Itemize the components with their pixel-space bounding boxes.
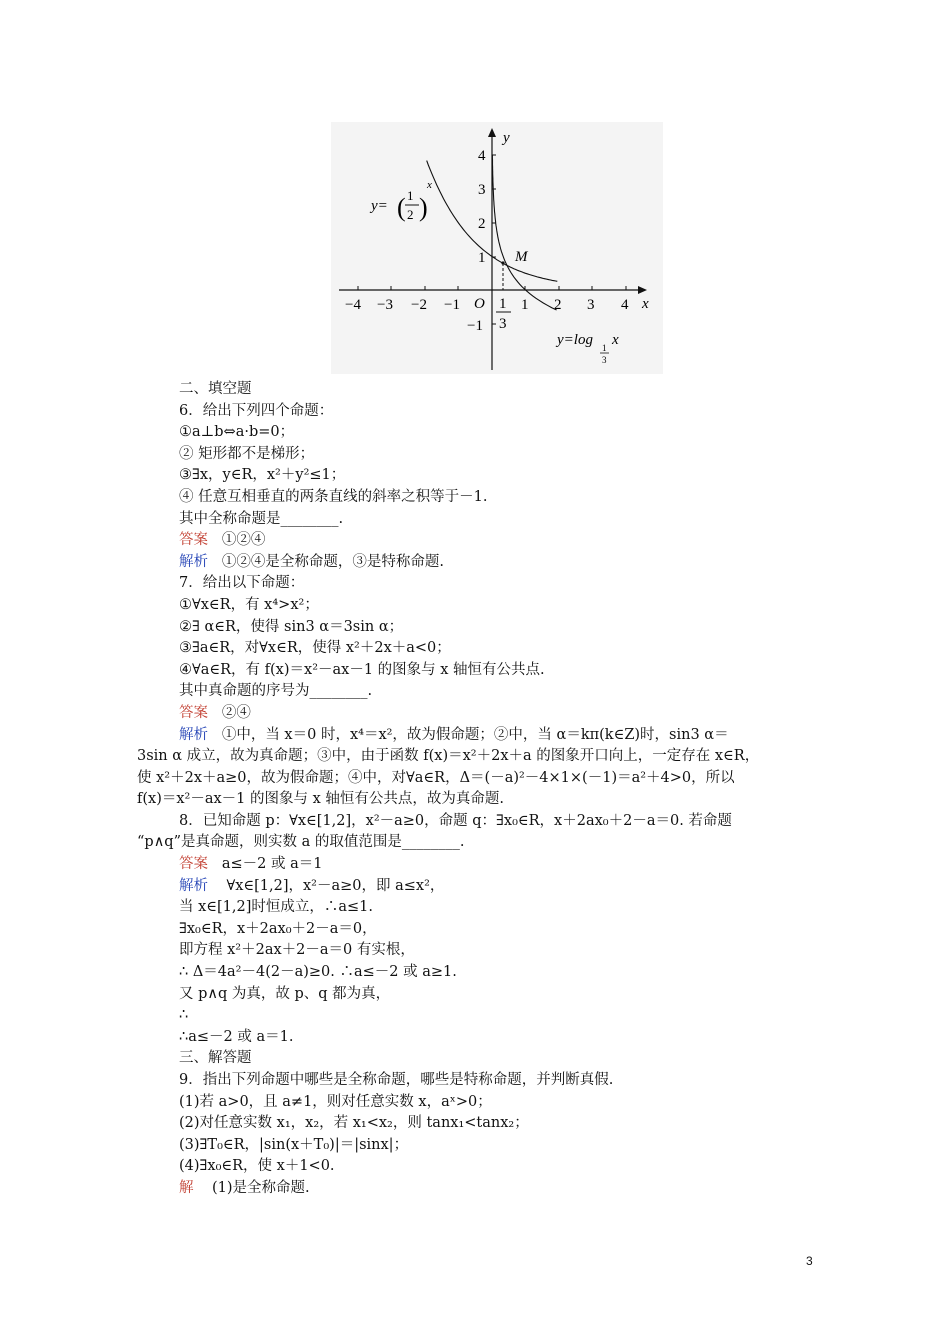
question-item: ①a⊥b⇔a·b=0； xyxy=(179,424,295,441)
y-tick-label: 1 xyxy=(478,250,486,266)
analysis-line: 当 x∈[1,2]时恒成立，∴a≤1. xyxy=(179,899,374,916)
x-tick-label: −2 xyxy=(411,297,427,313)
answer-tag: 答案 xyxy=(179,532,208,549)
answer-text: a≤－2 或 a＝1 xyxy=(221,856,323,873)
question-stem: 7．给出以下命题： xyxy=(179,575,305,592)
question-ask: 其中真命题的序号为________. xyxy=(179,683,373,700)
question-item: ② 矩形都不是梯形； xyxy=(179,445,315,462)
analysis-tag: 解析 xyxy=(179,877,208,894)
analysis-text: ①中，当 x＝0 时，x⁴＝x²，故为假命题；②中，当 α＝kπ(k∈Z)时，sin3 α＝ xyxy=(221,726,729,743)
y-tick-label: 4 xyxy=(478,148,486,164)
question-stem: 6．给出下列四个命题： xyxy=(179,402,334,419)
curve1-exponent: x xyxy=(427,179,432,191)
curve2-variable: x xyxy=(612,332,619,348)
analysis-continuation: 使 x²＋2x＋a≥0，故为假命题；④中，对∀a∈R，Δ＝(－a)²－4×1×(－1)＝a²＋4>0，所以 xyxy=(137,769,735,786)
question-item: ③∃a∈R，对∀x∈R，使得 x²＋2x＋a<0； xyxy=(179,640,451,657)
answer-text: ①②④ xyxy=(221,532,266,549)
curve1-left-paren: ( xyxy=(397,193,406,222)
x-axis-label: x xyxy=(642,296,649,312)
intersection-point-M xyxy=(501,261,504,264)
question-item: ④∀a∈R，有 f(x)＝x²－ax－1 的图象与 x 轴恒有公共点. xyxy=(179,661,545,678)
question-stem: 9．指出下列命题中哪些是全称命题，哪些是特称命题，并判断真假. xyxy=(179,1072,614,1088)
y-axis-label: y xyxy=(503,130,510,146)
answer-line xyxy=(137,530,815,552)
question-item: (2)对任意实数 x₁，x₂，若 x₁<x₂，则 tanx₁<tanx₂； xyxy=(179,1115,529,1132)
solution-line xyxy=(137,1178,815,1200)
function-graph-figure xyxy=(331,122,663,374)
question-stem: 8．已知命题 p：∀x∈[1,2]，x²－a≥0，命题 q：∃x₀∈R，x＋2ax₀＋2－a＝0. 若命题 xyxy=(179,812,732,829)
document-body xyxy=(137,379,815,1200)
section-heading: 三、解答题 xyxy=(179,1050,252,1067)
analysis-line: 又 p∧q 为真，故 p、q 都为真， xyxy=(179,985,391,1002)
analysis-line xyxy=(137,876,815,898)
analysis-tag: 解析 xyxy=(179,553,208,570)
question-item: ②∃ α∈R，使得 sin3 α＝3sin α； xyxy=(179,618,404,635)
question-item: (3)∃T₀∈R，|sin(x＋T₀)|＝|sinx|； xyxy=(179,1136,409,1153)
y-tick-label: −1 xyxy=(467,318,483,334)
analysis-line: ∴a≤－2 或 a＝1. xyxy=(179,1028,294,1045)
curve1-label-prefix: y= xyxy=(371,198,388,214)
tick-fraction-numerator: 1 xyxy=(499,296,507,312)
analysis-continuation: 3sin α 成立，故为真命题；③中，由于函数 f(x)＝x²＋2x＋a 的图象开口向上，一定存在 x∈R， xyxy=(137,748,760,765)
analysis-tag: 解析 xyxy=(179,726,208,743)
x-tick-label: 1 xyxy=(521,297,529,313)
question-item: ④ 任意互相垂直的两条直线的斜率之积等于－1. xyxy=(179,488,488,505)
x-tick-label: 3 xyxy=(587,297,595,313)
curve1-right-paren: ) xyxy=(419,193,428,222)
page-number: 3 xyxy=(806,1254,813,1268)
answer-tag: 答案 xyxy=(179,704,208,721)
question-item: (4)∃x₀∈R，使 x＋1<0. xyxy=(179,1158,335,1175)
solution-tag: 解 xyxy=(179,1179,194,1196)
curve2-sub-denominator: 3 xyxy=(602,355,607,365)
curve1-numerator: 1 xyxy=(407,188,414,203)
analysis-line: 即方程 x²＋2ax＋2－a＝0 有实根， xyxy=(179,942,415,959)
x-tick-label: 2 xyxy=(554,297,562,313)
analysis-line xyxy=(137,552,815,574)
question-ask: 其中全称命题是________. xyxy=(179,510,344,527)
answer-tag: 答案 xyxy=(179,856,208,873)
analysis-text: ①②④是全称命题，③是特称命题. xyxy=(221,553,444,570)
question-item: (1)若 a>0，且 a≠1，则对任意实数 x，aˣ>0； xyxy=(179,1093,492,1110)
y-tick-label: 3 xyxy=(478,182,486,198)
section-heading: 二、填空题 xyxy=(179,381,252,397)
curve2-sub-numerator: 1 xyxy=(602,343,607,353)
point-label-M: M xyxy=(515,249,528,265)
analysis-text: ∀x∈[1,2]，x²－a≥0，即 a≤x²， xyxy=(226,877,445,894)
answer-line xyxy=(137,854,815,876)
x-tick-label: −1 xyxy=(444,297,460,313)
answer-text: ②④ xyxy=(221,704,251,721)
analysis-continuation: f(x)＝x²－ax－1 的图象与 x 轴恒有公共点，故为真命题. xyxy=(137,791,505,808)
question-stem-continuation: “p∧q”是真命题，则实数 a 的取值范围是________. xyxy=(137,834,465,851)
analysis-line: ∃x₀∈R，x＋2ax₀＋2－a＝0， xyxy=(179,920,377,937)
x-tick-label: −4 xyxy=(345,297,361,313)
question-item: ①∀x∈R，有 x⁴>x²； xyxy=(179,596,319,613)
x-tick-label: −3 xyxy=(377,297,393,313)
origin-label: O xyxy=(474,296,485,312)
solution-text: (1)是全称命题. xyxy=(211,1179,310,1196)
analysis-line: ∴ xyxy=(179,1007,189,1024)
analysis-line: ∴ Δ＝4a²－4(2－a)≥0. ∴a≤－2 或 a≥1. xyxy=(179,964,457,981)
curve2-label-text: y=log xyxy=(557,332,593,348)
question-item: ③∃x，y∈R，x²＋y²≤1； xyxy=(179,467,346,484)
tick-fraction-denominator: 3 xyxy=(499,316,507,332)
curve1-denominator: 2 xyxy=(407,207,414,222)
y-tick-label: 2 xyxy=(478,216,486,232)
x-tick-label: 4 xyxy=(621,297,629,313)
answer-line xyxy=(137,703,815,725)
analysis-line xyxy=(137,725,815,747)
